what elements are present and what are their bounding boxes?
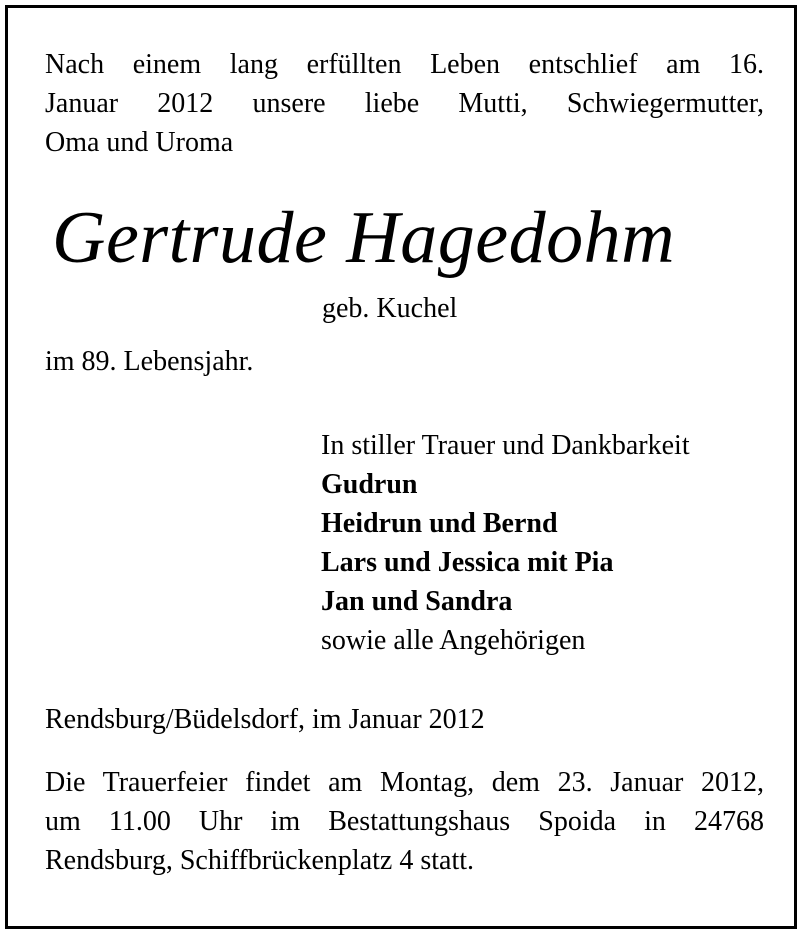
service-paragraph xyxy=(45,763,764,880)
intro-paragraph xyxy=(45,45,764,162)
mourner-name: Jan und Sandra xyxy=(321,586,513,617)
intro-line: Nach einem lang erfüllten Leben entschlief am 16. xyxy=(45,49,764,80)
mourner-name: Heidrun und Bernd xyxy=(321,508,558,539)
place-date: Rendsburg/Büdelsdorf, im Januar 2012 xyxy=(45,704,485,735)
birth-name: geb. Kuchel xyxy=(322,293,458,324)
intro-line: Oma und Uroma xyxy=(45,127,234,158)
mourner-name: Lars und Jessica mit Pia xyxy=(321,547,614,578)
deceased-name: Gertrude Hagedohm xyxy=(52,197,676,279)
mourner-name: Gudrun xyxy=(321,469,418,500)
service-line: um 11.00 Uhr im Bestattungshaus Spoida in 24768 xyxy=(45,806,764,837)
mourners-heading: In stiller Trauer und Dankbarkeit xyxy=(321,430,690,461)
service-line: Rendsburg, Schiffbrückenplatz 4 statt. xyxy=(45,845,474,876)
age-line: im 89. Lebensjahr. xyxy=(45,346,254,377)
mourners-closing: sowie alle Angehörigen xyxy=(321,625,586,656)
intro-line: Januar 2012 unsere liebe Mutti, Schwiegermutter, xyxy=(45,88,764,119)
service-line: Die Trauerfeier findet am Montag, dem 23. Januar 2012, xyxy=(45,767,764,798)
obituary-notice xyxy=(5,5,797,929)
